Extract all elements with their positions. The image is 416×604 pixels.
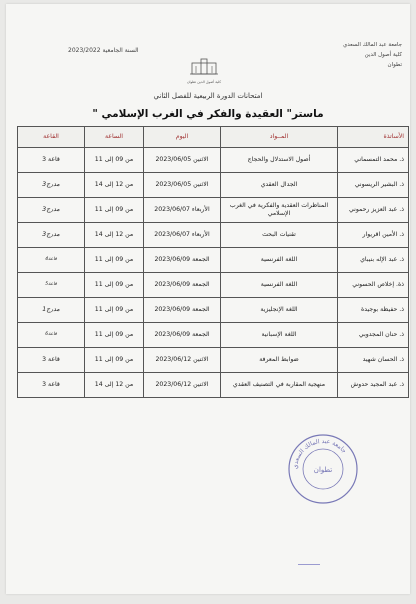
cell-day: الاثنين 2023/06/12 bbox=[144, 348, 221, 373]
cell-time: من 09 إلى 11 bbox=[85, 198, 144, 223]
cell-subject: منهجية المقاربة في التصنيف العقدي bbox=[221, 373, 338, 398]
cell-day: الجمعة 2023/06/09 bbox=[144, 273, 221, 298]
cell-room: قاعة 3 bbox=[18, 373, 85, 398]
cell-subject: اللغة الفرنسية bbox=[221, 248, 338, 273]
table-row bbox=[18, 323, 409, 348]
cell-subject: اللغة الإسبانية bbox=[221, 323, 338, 348]
table-header-row bbox=[18, 127, 409, 148]
cell-professor: ذ. عبد الإله بنيباي bbox=[338, 248, 409, 273]
cell-subject: الجدال العقدي bbox=[221, 173, 338, 198]
col-header-day: اليوم bbox=[144, 127, 221, 148]
institution-header bbox=[343, 40, 402, 70]
cell-professor: ذ. عبد العزيز رحموني bbox=[338, 198, 409, 223]
cell-room: مدرج3 bbox=[18, 173, 85, 198]
document-page bbox=[6, 4, 410, 594]
col-header-subjects: المــواد bbox=[221, 127, 338, 148]
cell-room: قاعة6 bbox=[18, 323, 85, 348]
table-row bbox=[18, 273, 409, 298]
svg-text:جامعة عبد المالك السعدي bbox=[292, 438, 348, 469]
official-stamp bbox=[286, 432, 360, 510]
cell-day: الأربعاء 2023/06/07 bbox=[144, 198, 221, 223]
table-row bbox=[18, 223, 409, 248]
cell-subject: اللغة الفرنسية bbox=[221, 273, 338, 298]
table-row bbox=[18, 148, 409, 173]
city-name: تطوان bbox=[387, 62, 402, 68]
cell-day: الجمعة 2023/06/09 bbox=[144, 248, 221, 273]
cell-day: الجمعة 2023/06/09 bbox=[144, 298, 221, 323]
cell-professor: ذ. الحسان شهيد bbox=[338, 348, 409, 373]
col-header-room: القاعة bbox=[18, 127, 85, 148]
cell-professor: ذ. الأمين اقريوار bbox=[338, 223, 409, 248]
cell-time: من 12 إلى 14 bbox=[85, 173, 144, 198]
table-row bbox=[18, 298, 409, 323]
table-row bbox=[18, 373, 409, 398]
cell-day: الاثنين 2023/06/05 bbox=[144, 173, 221, 198]
cell-time: من 09 إلى 11 bbox=[85, 248, 144, 273]
cell-day: الجمعة 2023/06/09 bbox=[144, 323, 221, 348]
cell-subject: اللغة الإنجليزية bbox=[221, 298, 338, 323]
cell-time: من 12 إلى 14 bbox=[85, 373, 144, 398]
stamp-ring-text: جامعة عبد المالك السعدي bbox=[291, 437, 348, 470]
cell-time: من 09 إلى 11 bbox=[85, 273, 144, 298]
cell-day: الاثنين 2023/06/05 bbox=[144, 148, 221, 173]
cell-professor: ذ. البشير الريسوني bbox=[338, 173, 409, 198]
academic-year: السنة الجامعية 2023/2022 bbox=[68, 47, 139, 54]
cell-professor: ذة. إخلاص الحسوني bbox=[338, 273, 409, 298]
exam-schedule-table bbox=[17, 126, 409, 398]
cell-subject: المناظرات العقدية والفكرية في الغرب الإسلامي bbox=[221, 198, 338, 223]
cell-time: من 09 إلى 11 bbox=[85, 298, 144, 323]
table-row bbox=[18, 248, 409, 273]
exam-session-title: امتحانات الدورة الربيعية للفصل الثاني bbox=[153, 92, 263, 100]
cell-subject: ضوابط المعرفة bbox=[221, 348, 338, 373]
cell-room: قاعة 3 bbox=[18, 148, 85, 173]
university-name: جامعة عبد المالك السعدي bbox=[342, 42, 402, 48]
cell-time: من 09 إلى 11 bbox=[85, 348, 144, 373]
cell-subject: تقنيات البحث bbox=[221, 223, 338, 248]
cell-time: من 12 إلى 14 bbox=[85, 223, 144, 248]
faculty-name: كلية أصول الدين bbox=[364, 52, 402, 58]
table-row bbox=[18, 348, 409, 373]
stamp-seal-icon bbox=[286, 432, 360, 506]
cell-professor: ذ. حنان المجدوبي bbox=[338, 323, 409, 348]
cell-time: من 09 إلى 11 bbox=[85, 148, 144, 173]
cell-room: قاعة5 bbox=[18, 273, 85, 298]
cell-room: قاعة4 bbox=[18, 248, 85, 273]
table-row bbox=[18, 198, 409, 223]
cell-room: مدرج3 bbox=[18, 223, 85, 248]
cell-subject: أصول الاستدلال والحجاج bbox=[221, 148, 338, 173]
logo-caption: كلية أصول الدين تطوان bbox=[186, 80, 222, 84]
cell-time: من 09 إلى 11 bbox=[85, 323, 144, 348]
building-icon bbox=[189, 58, 219, 76]
table-row bbox=[18, 173, 409, 198]
col-header-professors: الأساتذة bbox=[338, 127, 409, 148]
cell-professor: ذ. محمد التمسماني bbox=[338, 148, 409, 173]
ink-mark bbox=[298, 564, 320, 565]
faculty-logo bbox=[182, 58, 226, 84]
cell-room: قاعة 3 bbox=[18, 348, 85, 373]
master-program-title: ماستر" العقيدة والفكر في الغرب الإسلامي " bbox=[92, 108, 324, 120]
col-header-time: الساعة bbox=[85, 127, 144, 148]
cell-day: الاثنين 2023/06/12 bbox=[144, 373, 221, 398]
stamp-center-text: تطوان bbox=[313, 466, 333, 474]
cell-professor: ذ. حفيظة بوجيدة bbox=[338, 298, 409, 323]
cell-day: الأربعاء 2023/06/07 bbox=[144, 223, 221, 248]
cell-room: مدرج1 bbox=[18, 298, 85, 323]
cell-room: مدرج3 bbox=[18, 198, 85, 223]
cell-professor: ذ. عبد المجيد حدوش bbox=[338, 373, 409, 398]
